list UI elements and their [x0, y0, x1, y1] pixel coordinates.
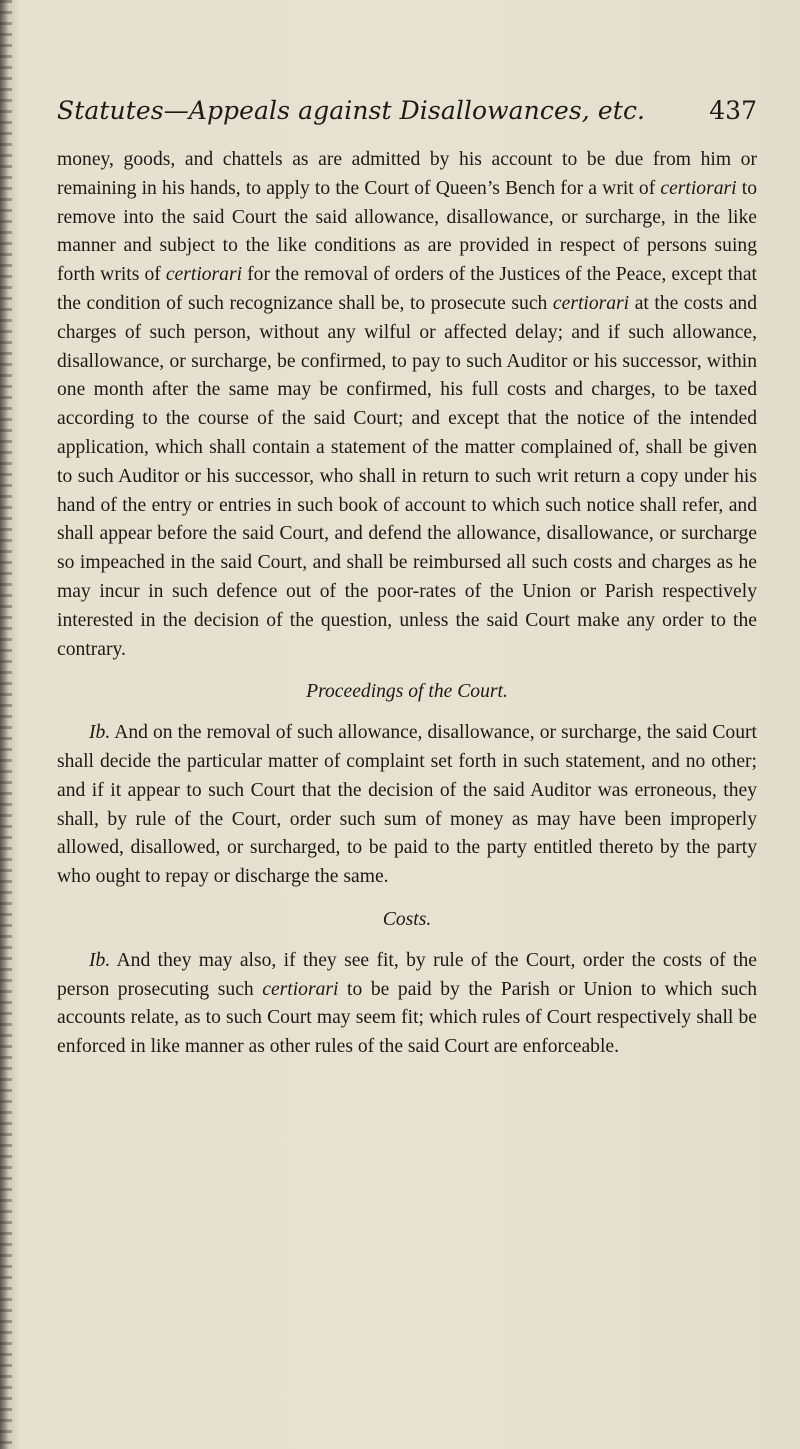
italic-term: certiorari: [660, 177, 737, 199]
paragraph-text: at the costs and charges of such person, without any wilful or affected delay; and if such allowance, disallowance, or surcharge, be confirmed, to pay to such Auditor or his successor, within one month after the same may be confirmed, his full costs and charges, to be taxed according to the course of the said Court; and except that the notice of the intended application, which shall contain a statement of the matter complained of, shall be given to such Auditor or his successor, who shall in return to such writ return a copy under his hand of the entry or entries in such book of account to which such notice shall refer, and shall appear before the said Court, and defend the allowance, disallowance, or surcharge so impeached in the said Court, and shall be reimbursed all such costs and charges as he may incur in such defence out of the poor-rates of the Union or Parish respectively interested in the decision of the question, unless the said Court make any order to the contrary.: [57, 292, 757, 660]
paragraph-text: to remove into the said Court the said allowance, disallowance, or surcharge, in the like manner and subject to the like conditions as are provided in respect of persons suing forth writs of: [57, 177, 757, 286]
paragraph-text: And they may also, if they see fit, by rule of the Court, order the costs of the person prosecuting such: [57, 949, 757, 1000]
paragraph-text: And on the removal of such allowance, disallowance, or surcharge, the said Court shall decide the particular matter of complaint set forth in such statement, and no other; and if it appear to such Court that the decision of the said Auditor was erroneous, they shall, by rule of the Court, order such sum of money as may have been improperly allowed, disallowed, or surcharged, to be paid to the party entitled thereto by the party who ought to repay or discharge the same.: [57, 722, 757, 888]
italic-term: certiorari: [552, 292, 630, 314]
running-title: Statutes—Appeals against Disallowances, etc.: [57, 96, 646, 125]
paragraph-text: money, goods, and chattels as are admitted by his account to be due from him or remaining in his hands, to apply to the Court of Queen’s Bench for a writ of: [57, 149, 757, 199]
reference-ib: Ib.: [89, 722, 111, 744]
paragraph-proceedings: [57, 719, 757, 892]
italic-term: certiorari: [165, 264, 243, 286]
paragraph-costs: [57, 947, 757, 1062]
paragraph-text: for the removal of orders of the Justices of the Peace, except that the condition of such recognizance shall be, to prosecute such: [57, 264, 757, 314]
paragraph-statute-continuation: [57, 146, 757, 664]
page-binding-edge: [0, 0, 12, 1449]
section-heading-proceedings: Proceedings of the Court.: [306, 681, 508, 703]
italic-term: certiorari: [262, 978, 339, 1000]
reference-ib: Ib.: [89, 949, 111, 971]
section-heading-costs: Costs.: [382, 908, 432, 930]
paragraph-text: to be paid by the Parish or Union to which such accounts relate, as to such Court may seem fit; which rules of Court respectively shall be enforced in like manner as other rules of the said Court are enforceable.: [57, 978, 757, 1058]
running-head: [57, 96, 757, 132]
page-number: 437: [709, 96, 757, 125]
body-text: [57, 146, 757, 1062]
